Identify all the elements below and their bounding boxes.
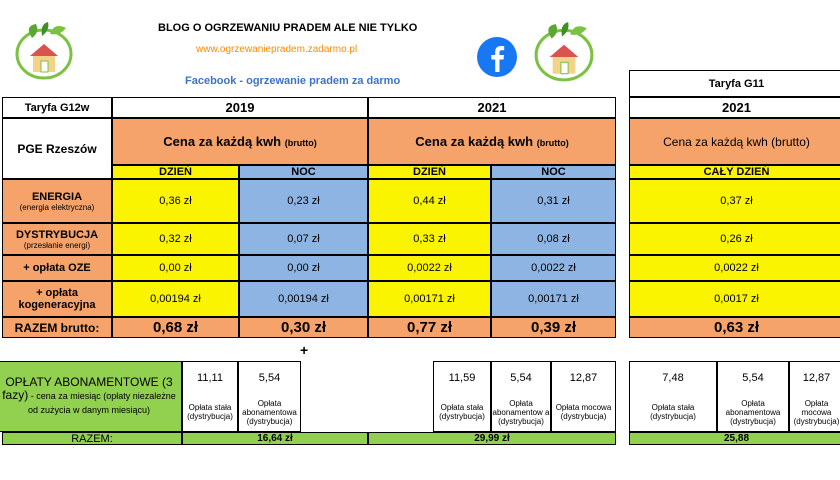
price-head-text: Cena za każdą kwh <box>415 134 534 149</box>
sum-label: RAZEM: <box>2 432 182 445</box>
day-value-2021-oze: 0,0022 zł <box>368 255 491 281</box>
night-value-2019-oze: 0,00 zł <box>239 255 368 281</box>
fee-g11-abonament-label: Opłata abonamentowa (dystrybucja) <box>717 393 789 432</box>
day-value-2021-dystrybucja: 0,33 zł <box>368 223 491 255</box>
fee-2021-abonament-label: Opłata abonamentow a (dystrybucja) <box>491 393 551 432</box>
night-header-2021: NOC <box>491 165 616 179</box>
fee-2021-stala-value: 11,59 <box>433 361 491 393</box>
day-value-2019-oze: 0,00 zł <box>112 255 239 281</box>
day-header-2019: DZIEŃ <box>112 165 239 179</box>
g11-value-kogeneracja: 0,0017 zł <box>629 281 840 317</box>
g11-allday-header: CAŁY DZIEŃ <box>629 165 840 179</box>
night-value-2019-kogeneracja: 0,00194 zł <box>239 281 368 317</box>
fee-g11-stala-value: 7,48 <box>629 361 717 393</box>
facebook-link[interactable]: Facebook - ogrzewanie pradem za darmo <box>185 75 401 87</box>
g11-value-dystrybucja: 0,26 zł <box>629 223 840 255</box>
night-header-2019: NOC <box>239 165 368 179</box>
night-value-2021-kogeneracja: 0,00171 zł <box>491 281 616 317</box>
fee-2021-mocowa-label: Opłata mocowa (dystrybucja) <box>551 393 616 432</box>
house-logo-right <box>533 20 595 84</box>
fee-2019-stala-label: Opłata stała (dystrybucja) <box>182 393 238 432</box>
row-label-dystrybucja <box>2 223 112 255</box>
eco-house-icon <box>14 20 74 82</box>
night-value-2019-energia: 0,23 zł <box>239 179 368 223</box>
facebook-icon <box>476 36 518 78</box>
eco-house-icon <box>533 20 595 84</box>
row-label-kogeneracyjna <box>2 281 112 317</box>
day-header-2021: DZIEŃ <box>368 165 491 179</box>
price-head-2019 <box>112 118 368 165</box>
row-label-text: ENERGIA <box>31 190 83 203</box>
fees-subtitle: - cena za miesiąc (opłaty niezależne od zużycia w danym miesiącu) <box>27 391 176 415</box>
day-value-2021-kogeneracja: 0,00171 zł <box>368 281 491 317</box>
fee-g11-mocowa-label: Opłata mocowa (dystrybucja) <box>789 393 840 432</box>
day-total-2019: 0,68 zł <box>112 317 239 338</box>
sum-2021: 29,99 zł <box>368 432 616 445</box>
fee-2021-stala-label: Opłata stała (dystrybucja) <box>433 393 491 432</box>
provider-label: PGE Rzeszów <box>2 118 112 179</box>
row-label-sub: (energia elektryczna) <box>19 202 95 212</box>
g11-value-energia: 0,37 zł <box>629 179 840 223</box>
year-2021-header: 2021 <box>368 97 616 118</box>
brutto-text: (brutto) <box>284 138 317 148</box>
brutto-text: (brutto) <box>536 138 569 148</box>
row-label-text: DYSTRYBUCJA <box>15 228 99 241</box>
night-total-2021: 0,39 zł <box>491 317 616 338</box>
facebook-logo[interactable] <box>476 36 518 78</box>
g11-value-oze: 0,0022 zł <box>629 255 840 281</box>
night-value-2021-energia: 0,31 zł <box>491 179 616 223</box>
fees-label <box>0 361 182 432</box>
price-head-2021 <box>368 118 616 165</box>
g11-price-head: Cena za każdą kwh (brutto) <box>629 118 840 165</box>
fee-2021-mocowa-value: 12,87 <box>551 361 616 393</box>
price-head-text: Cena za każdą kwh <box>163 134 282 149</box>
night-total-2019: 0,30 zł <box>239 317 368 338</box>
year-2019-header: 2019 <box>112 97 368 118</box>
tariff-g12w-label: Taryfa G12w <box>2 97 112 118</box>
total-brutto-label: RAZEM brutto: <box>2 317 112 338</box>
sum-g11: 25,88 <box>629 432 840 445</box>
plus-sign: + <box>300 342 309 358</box>
g11-total: 0,63 zł <box>629 317 840 338</box>
row-label-sub: (przesłanie energi) <box>23 240 91 250</box>
sum-2019: 16,64 zł <box>182 432 368 445</box>
fee-2019-abonament-label: Opłata abonamentowa (dystrybucja) <box>238 393 301 432</box>
row-label-text: + opłata OZE <box>23 262 91 274</box>
fee-g11-stala-label: Opłata stała (dystrybucja) <box>629 393 717 432</box>
row-label-oze <box>2 255 112 281</box>
day-value-2021-energia: 0,44 zł <box>368 179 491 223</box>
house-logo-left <box>14 20 74 82</box>
blog-title: BLOG O OGRZEWANIU PRADEM ALE NIE TYLKO <box>158 22 418 34</box>
fee-g11-mocowa-value: 12,87 <box>789 361 840 393</box>
day-value-2019-energia: 0,36 zł <box>112 179 239 223</box>
day-total-2021: 0,77 zł <box>368 317 491 338</box>
fee-2021-abonament-value: 5,54 <box>491 361 551 393</box>
blog-url-link[interactable]: www.ogrzewaniepradem.zadarmo.pl <box>196 44 358 55</box>
fee-2019-abonament-value: 5,54 <box>238 361 301 393</box>
night-value-2021-dystrybucja: 0,08 zł <box>491 223 616 255</box>
tariff-g11-label: Taryfa G11 <box>629 70 840 97</box>
fees-title: OPŁATY ABONAMENTOWE (3 fazy) <box>2 375 173 402</box>
row-label-energia <box>2 179 112 223</box>
fee-g11-abonament-value: 5,54 <box>717 361 789 393</box>
row-label-text: + opłata kogeneracyjna <box>18 287 96 311</box>
night-value-2021-oze: 0,0022 zł <box>491 255 616 281</box>
night-value-2019-dystrybucja: 0,07 zł <box>239 223 368 255</box>
day-value-2019-kogeneracja: 0,00194 zł <box>112 281 239 317</box>
day-value-2019-dystrybucja: 0,32 zł <box>112 223 239 255</box>
fee-2019-stala-value: 11,11 <box>182 361 238 393</box>
g11-year-header: 2021 <box>629 97 840 118</box>
